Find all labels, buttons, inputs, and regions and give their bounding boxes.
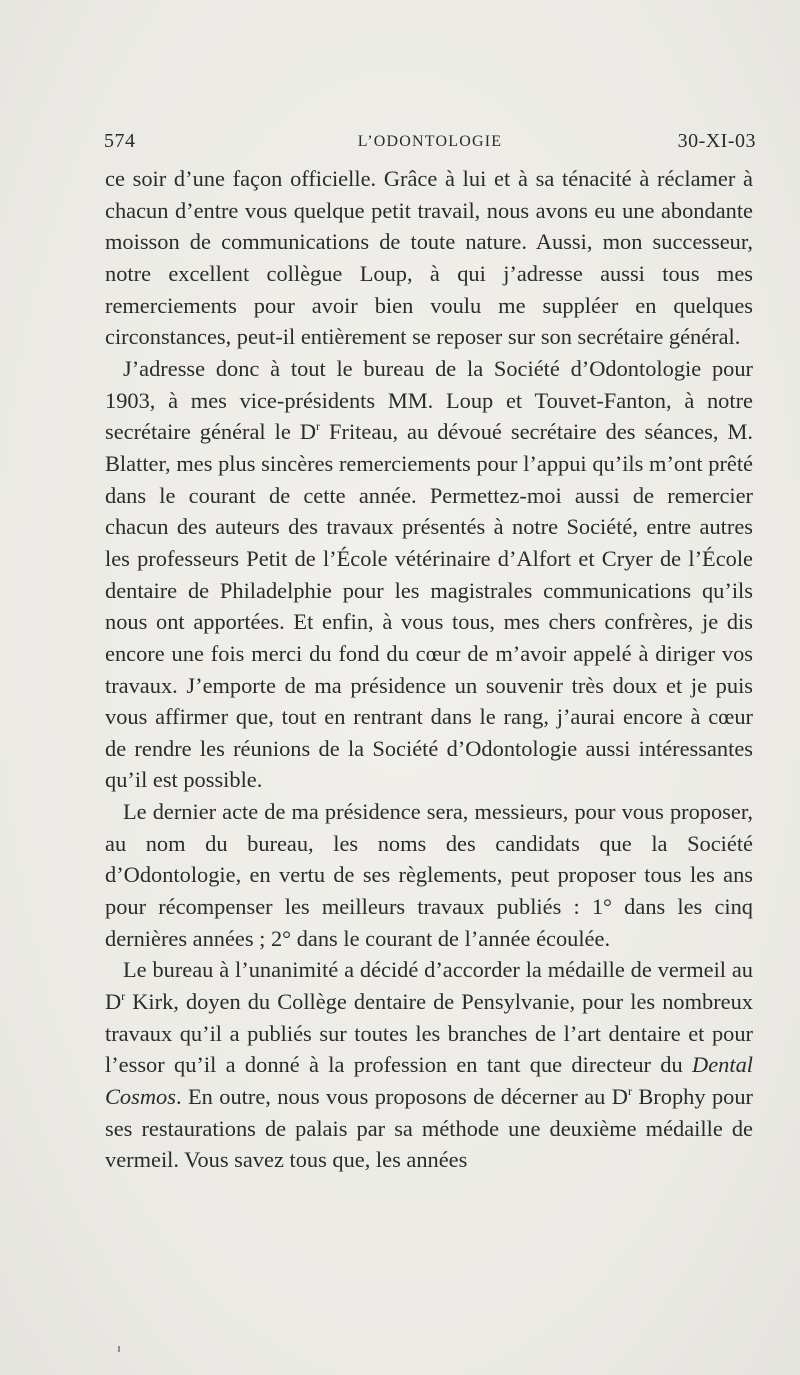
paragraph-3 [105, 796, 753, 954]
text-segment: Friteau, au dévoué secrétaire des séances, M. Blatter, mes plus sincères remerciements pour l’appui qu’ils m’ont prêté dans le courant de cette année. Permettez-moi aussi de remercier chacun des auteurs des travaux présentés à notre Société, entre autres les professeurs Petit de l’École vétérinaire d’Alfort et Cryer de l’École dentaire de Philadelphie pour les magistrales communications qu’ils nous ont apportées. Et enfin, à vous tous, mes chers confrères, je dis encore une fois merci du fond du cœur de m’avoir appelé à diriger vos travaux. J’emporte de ma présidence un souvenir très doux et je puis vous affirmer que, tout en rentrant dans le rang, j’aurai encore à cœur de rendre les réunions de la Société d’Odontologie aussi intéressantes qu’il est possible. [105, 419, 754, 793]
text-segment: J’adresse donc à tout le bureau de la Société d’Odontologie pour 1903, à mes vice-présidents MM. Loup et Touvet-Fanton, à notre secrétaire général le D [105, 355, 753, 445]
superscript: r [121, 989, 126, 1004]
paragraph-2 [105, 353, 753, 796]
text-segment: ce soir d’une façon officielle. Grâce à lui et à sa ténacité à réclamer à chacun d’entre vous quelque petit travail, nous avons eu une abondante moisson de communications de toute nature. Aussi, mon successeur, notre excellent collègue Loup, à qui j’adresse aussi tous mes remerciements pour avoir bien voulu me suppléer en quelques circonstances, peut-il entièrement se reposer sur son secrétaire général. [105, 166, 753, 350]
text-segment: Le bureau à l’unanimité a décidé d’accorder la médaille de vermeil au D [105, 957, 753, 1015]
page-header [104, 130, 756, 156]
paragraph-1 [105, 163, 753, 353]
paragraph-4 [105, 954, 753, 1176]
issue-date: 30-XI-03 [677, 130, 756, 152]
text-segment: . En outre, nous vous proposons de décerner au D [175, 1084, 628, 1110]
print-speck [118, 1346, 120, 1352]
body-text [105, 163, 753, 1176]
text-segment: Kirk, doyen du Collège dentaire de Pensylvanie, pour les nombreux travaux qu’il a publiés sur toutes les branches de l’art dentaire et pour l’essor qu’il a donné à la profession en tant que directeur du [105, 989, 753, 1078]
superscript: r [316, 419, 321, 434]
text-segment: Brophy pour ses restaurations de palais par sa méthode une deuxième médaille de vermeil. Vous savez tous que, les années [105, 1084, 753, 1173]
italic-title: Dental Cosmos [105, 1052, 753, 1110]
text-segment: Le dernier acte de ma présidence sera, messieurs, pour vous proposer, au nom du bureau, les noms des candidats que la Société d’Odontologie, en vertu de ses règlements, peut proposer tous les ans pour récompenser les meilleurs travaux publiés : 1° dans les cinq dernières années ; 2° dans le courant de l’année écoulée. [105, 799, 753, 951]
page-number: 574 [104, 130, 136, 152]
superscript: r [627, 1084, 632, 1099]
running-title: L’ODONTOLOGIE [357, 133, 503, 150]
